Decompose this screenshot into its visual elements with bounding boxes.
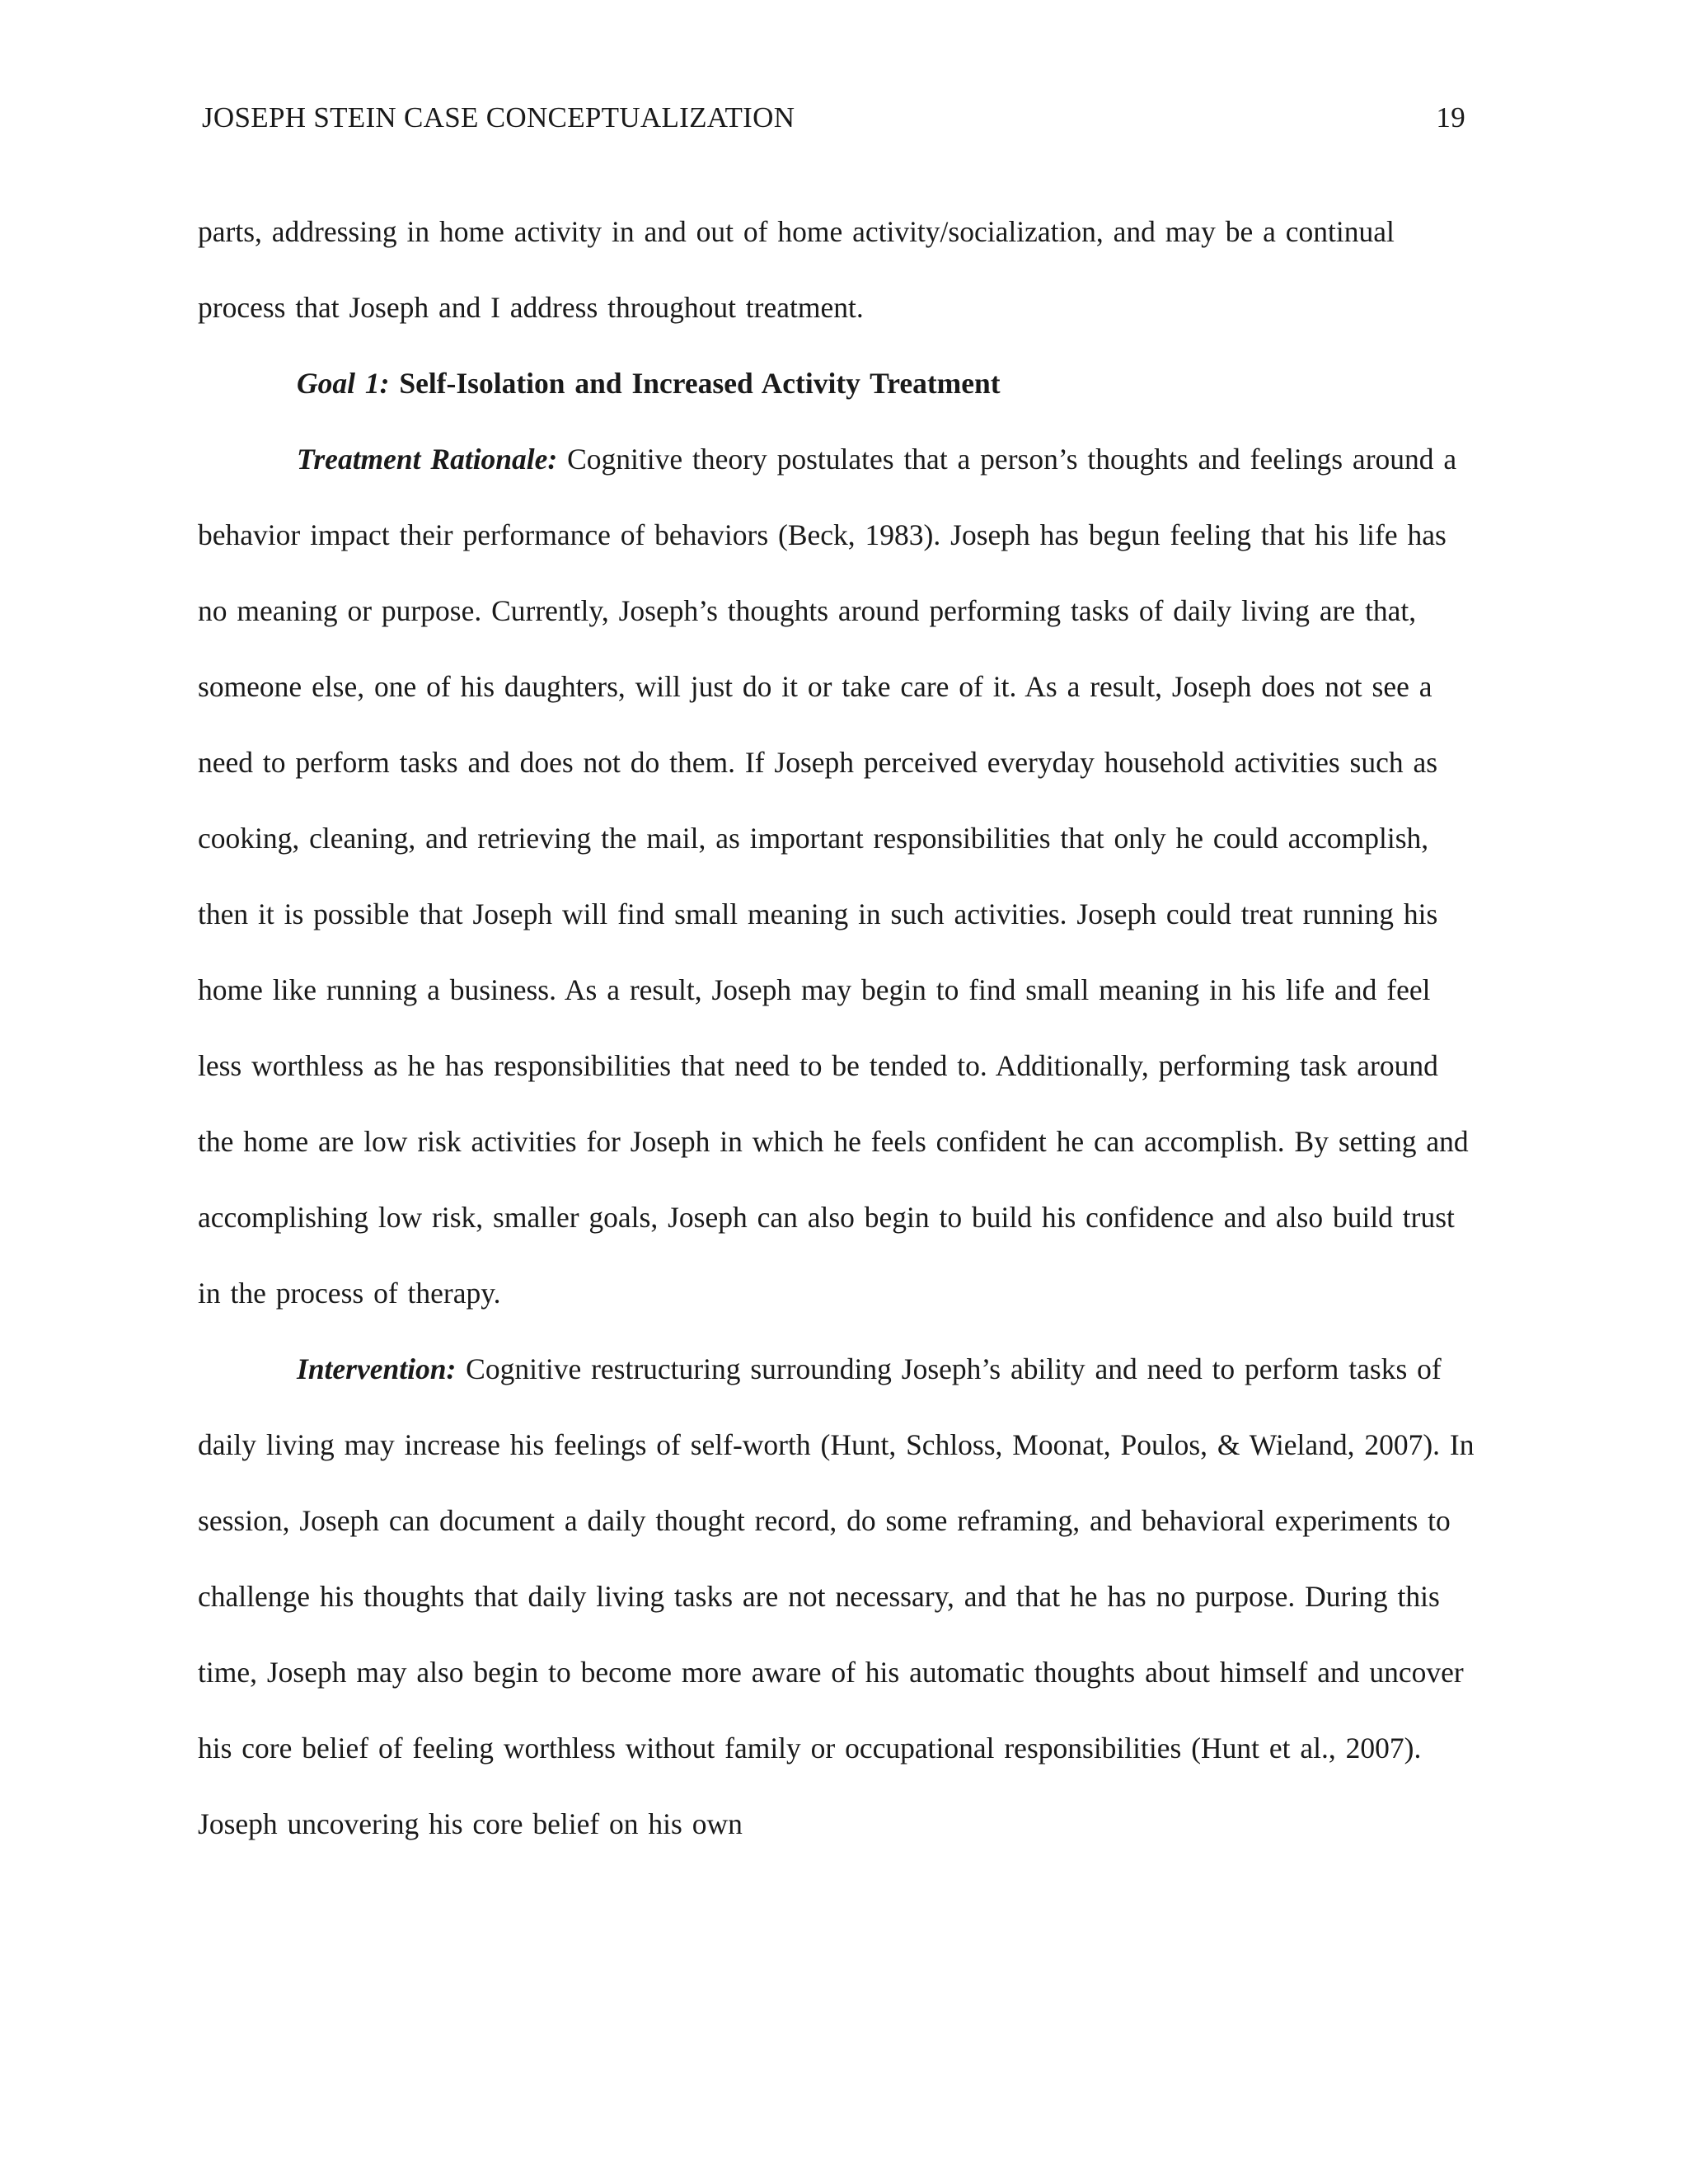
running-head-title: JOSEPH STEIN CASE CONCEPTUALIZATION [202,101,795,134]
goal-title: Self-Isolation and Increased Activity Treatment [399,367,1001,400]
intervention-paragraph [198,1331,1484,1862]
rationale-paragraph [198,421,1484,1331]
running-head [198,97,1490,138]
intervention-text: Cognitive restructuring surrounding Joseph’s ability and need to perform tasks of daily living may increase his feelings of self-worth (Hunt, Schloss, Moonat, Poulos, & Wieland, 2007). In session, Joseph can document a daily thought record, do some reframing, and behavioral experiments to challenge his thoughts that daily living tasks are not necessary, and that he has no purpose. During this time, Joseph may also begin to become more aware of his automatic thoughts about himself and uncover his core belief of feeling worthless without family or occupational responsibilities (Hunt et al., 2007). Joseph uncovering his core belief on his own [198,1352,1475,1840]
body-text [198,194,1484,1862]
page-number: 19 [1436,101,1465,134]
continuation-paragraph [198,194,1484,345]
continuation-text: parts, addressing in home activity in and out of home activity/socialization, and may be a continual process that Joseph and I address throughout treatment. [198,215,1395,324]
goal-label: Goal 1: [297,367,390,400]
intervention-label: Intervention: [297,1352,457,1385]
rationale-label: Treatment Rationale: [297,443,558,476]
goal-heading [198,345,1484,421]
rationale-text: Cognitive theory postulates that a person’s thoughts and feelings around a behavior impact their performance of behaviors (Beck, 1983). Joseph has begun feeling that his life has no meaning or purpose. Currently, Joseph’s thoughts around performing tasks of daily living are that, someone else, one of his daughters, will just do it or take care of it. As a result, Joseph does not see a need to perform tasks and does not do them. If Joseph perceived everyday household activities such as cooking, cleaning, and retrieving the mail, as important responsibilities that only he could accomplish, then it is possible that Joseph will find small meaning in such activities. Joseph could treat running his home like running a business. As a result, Joseph may begin to find small meaning in his life and feel less worthless as he has responsibilities that need to be tended to. Additionally, performing task around the home are low risk activities for Joseph in which he feels confident he can accomplish. By setting and accomplishing low risk, smaller goals, Joseph can also begin to build his confidence and also build trust in the process of therapy. [198,443,1469,1310]
